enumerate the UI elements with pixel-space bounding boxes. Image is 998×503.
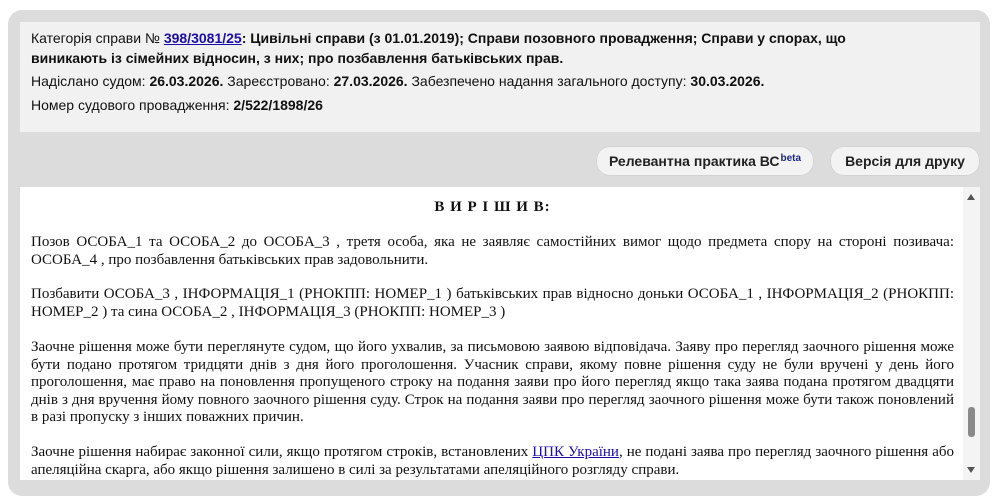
print-version-button[interactable] — [830, 146, 980, 176]
document-viewer[interactable] — [20, 187, 980, 480]
paragraph-review: Заочне рішення може бути переглянуте судом, що його ухвалив, за письмовою заявою відповідача. Заяву про перегляд заочного рішення може бути подано протягом тридцяти днів з дня його проголошення. Учасник справи, якому повне рішення суду не були вручені у день його проголошення, має право на поновлення пропущеного строку на подання заяви про його перегляд якщо така заява подана протягом двадцяти днів з дня вручення йому повного заочного рішення суду. Строк на подання заяви про перегляд заочного рішення може бути також поновлений в разі пропуску з інших поважних причин. — [31, 339, 954, 425]
registered-label: Зареєстровано: — [223, 73, 334, 89]
category-text-1: : Цивільні справи (з 01.01.2019); Справи позовного провадження; Справи у спорах, що — [241, 30, 846, 46]
beta-badge: beta — [780, 152, 802, 164]
proceeding-number: 2/522/1898/26 — [233, 97, 323, 113]
category-text-2: виникають із сімейних відносин, з них; про позбавлення батьківських прав. — [31, 50, 564, 66]
sent-date: 26.03.2026. — [149, 73, 224, 89]
relevant-practice-button[interactable] — [596, 146, 814, 176]
category-label: Категорія справи № — [31, 30, 164, 46]
dates-line — [31, 71, 764, 91]
scroll-down-icon[interactable] — [967, 467, 975, 473]
document-scrollbar[interactable] — [963, 187, 980, 480]
relevant-practice-label: Релевантна практика ВС — [608, 153, 780, 169]
scrollbar-thumb[interactable] — [968, 407, 975, 437]
paragraph-effect — [31, 444, 954, 479]
effect-text-start: Заочне рішення набирає законної сили, якщо протягом строків, встановлених — [31, 444, 533, 460]
paragraph-deprivation: Позбавити ОСОБА_3 , ІНФОРМАЦІЯ_1 (РНОКПП: НОМЕР_1 ) батьківських прав відносно доньки ОСОБА_1 , ІНФОРМАЦІЯ_2 (РНОКПП: НОМЕР_2 ) та сина ОСОБА_2 , ІНФОРМАЦІЯ_3 (РНОКПП: НОМЕР_3 ) — [31, 286, 954, 320]
proceeding-line — [31, 95, 323, 115]
print-version-label: Версія для друку — [845, 153, 965, 169]
access-label: Забезпечено надання загального доступу: — [407, 73, 691, 89]
scroll-up-icon[interactable] — [967, 194, 975, 200]
decision-heading: В И Р І Ш И В: — [434, 199, 551, 215]
cpk-link[interactable]: ЦПК України — [532, 444, 619, 460]
paragraph-claim: Позов ОСОБА_1 та ОСОБА_2 до ОСОБА_3 , третя особа, яка не заявляє самостійних вимог щодо предмета спору на стороні позивача: ОСОБА_4 , про позбавлення батьківських прав задовольнити. — [31, 234, 954, 268]
effect-text-end: , не подані заява про перегляд заочного рішення або апеляційна скарга, або якщо рішення залишено в силі за результатами апеляційного розгляду справи. — [31, 444, 955, 478]
sent-label: Надіслано судом: — [31, 73, 150, 89]
proceeding-label: Номер судового провадження: — [31, 97, 234, 113]
registered-date: 27.03.2026. — [333, 73, 408, 89]
case-category-line — [31, 28, 846, 48]
case-category-line-2 — [31, 48, 563, 68]
case-number-link[interactable]: 398/3081/25 — [163, 30, 242, 46]
case-info-panel — [20, 22, 980, 132]
access-date: 30.03.2026. — [690, 73, 765, 89]
